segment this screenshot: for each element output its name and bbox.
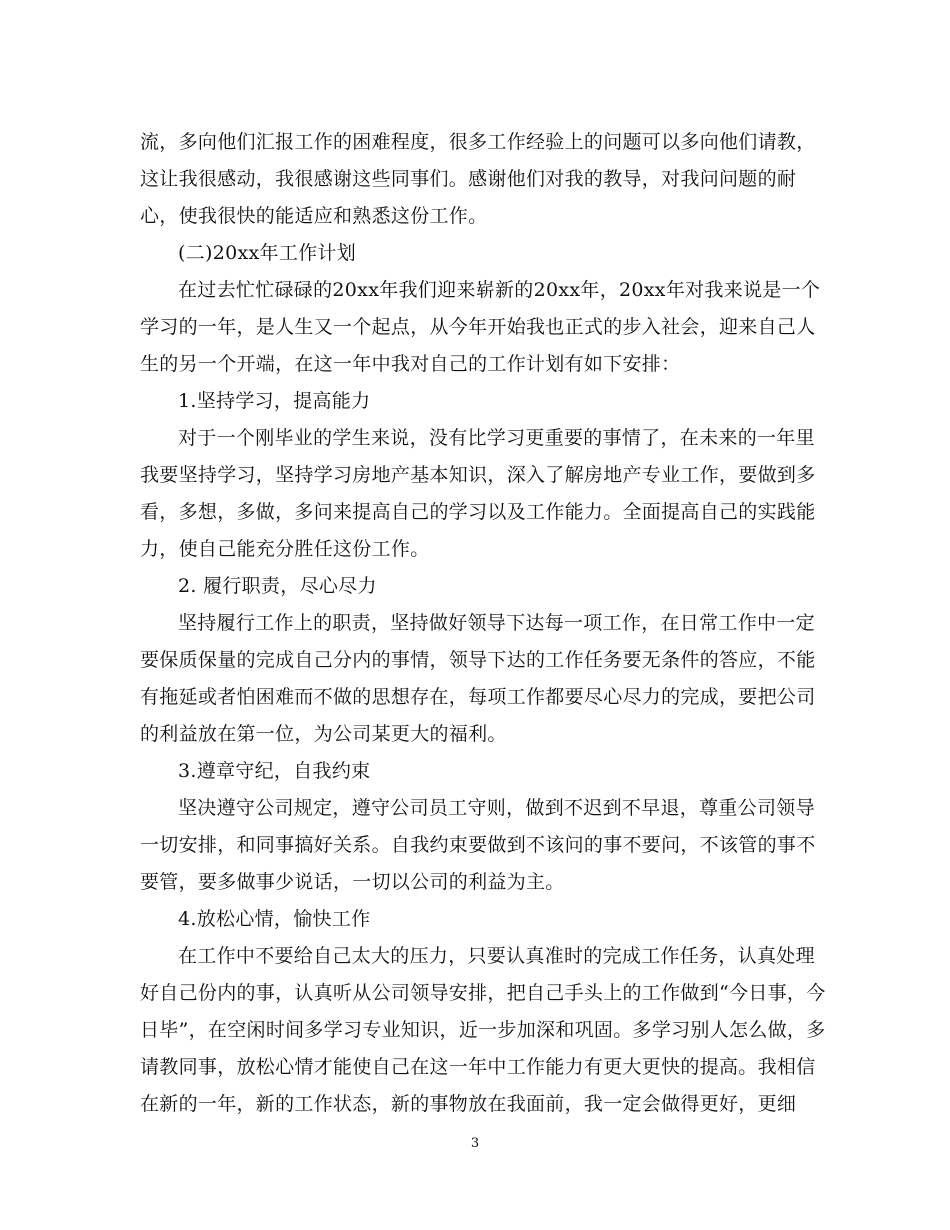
document-body [140,124,826,1123]
text-line: 坚决遵守公司规定，遵守公司员工守则，做到不迟到不早退，尊重公司领导 [178,797,815,819]
text-line: 我要坚持学习，坚持学习房地产基本知识，深入了解房地产专业工作，要做到多 [140,464,816,486]
subsection-heading: 4.放松心情，愉快工作 [178,908,371,930]
text-line: 这让我很感动，我很感谢这些同事们。感谢他们对我的教导，对我问问题的耐 [140,168,797,190]
section-heading: (二)20xx年工作计划 [178,242,357,264]
subsection-heading: 3.遵章守纪，自我约束 [178,760,371,782]
text-line: 日毕”，在空闲时间多学习专业知识，近一步加深和巩固。多学习别人怎么做，多 [140,1019,826,1041]
text-line: 在新的一年，新的工作状态，新的事物放在我面前，我一定会做得更好，更细 [140,1093,797,1115]
text-line: 的利益放在第一位，为公司某更大的福利。 [140,723,507,745]
text-line: 好自己份内的事，认真听从公司领导安排，把自己手头上的工作做到“今日事，今 [140,982,826,1004]
text-line: 看，多想，多做，多问来提高自己的学习以及工作能力。全面提高自己的实践能 [140,501,816,523]
text-line: 一切安排，和同事搞好关系。自我约束要做到不该问的事不要问，不该管的事不 [140,834,816,856]
text-line: 要保质保量的完成自己分内的事情，领导下达的工作任务要无条件的答应，不能 [140,649,816,671]
text-line: 坚持履行工作上的职责，坚持做好领导下达每一项工作，在日常工作中一定 [178,612,815,634]
text-line: 请教同事，放松心情才能使自己在这一年中工作能力有更大更快的提高。我相信 [140,1056,816,1078]
text-line: 在工作中不要给自己太大的压力，只要认真准时的完成工作任务，认真处理 [178,945,815,967]
text-line: 生的另一个开端，在这一年中我对自己的工作计划有如下安排： [140,353,681,375]
text-line: 对于一个刚毕业的学生来说，没有比学习更重要的事情了，在未来的一年里 [178,427,815,449]
subsection-heading: 2. 履行职责，尽心尽力 [178,575,377,597]
text-line: 在过去忙忙碌碌的20xx年我们迎来崭新的20xx年，20xx年对我来说是一个 [178,279,821,301]
text-line: 要管，要多做事少说话，一切以公司的利益为主。 [140,871,565,893]
text-line: 心，使我很快的能适应和熟悉这份工作。 [140,205,488,227]
text-line: 学习的一年，是人生又一个起点，从今年开始我也正式的步入社会，迎来自己人 [140,316,816,338]
subsection-heading: 1.坚持学习，提高能力 [178,390,371,412]
page-number: 3 [470,1136,480,1151]
text-line: 力，使自己能充分胜任这份工作。 [140,538,430,560]
text-line: 有拖延或者怕困难而不做的思想存在，每项工作都要尽心尽力的完成，要把公司 [140,686,816,708]
text-line: 流，多向他们汇报工作的困难程度，很多工作经验上的问题可以多向他们请教， [140,131,816,153]
